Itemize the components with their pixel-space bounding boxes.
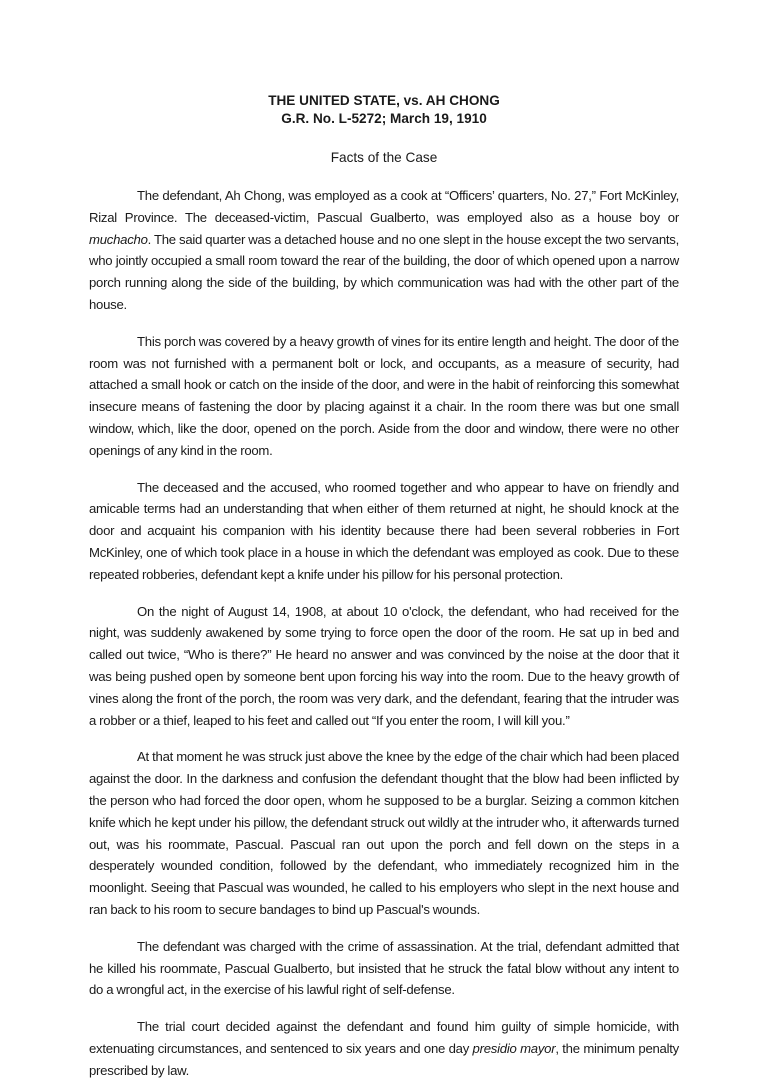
case-title: THE UNITED STATE, vs. AH CHONG [268,93,500,108]
paragraph-3: The deceased and the accused, who roomed together and who appear to have on friendly and amicable terms had an understanding that when either of them returned at night, he should knock at the door and acquaint his companion with his identity because there had been several robberies in Fort McKinley, one of which took place in a house in which the defendant was employed as cook. Due to these repeated robberies, defendant kept a knife under his pillow for his personal protection. [89,479,679,582]
case-citation: G.R. No. L-5272; March 19, 1910 [281,111,487,126]
section-heading: Facts of the Case [330,150,438,165]
paragraph-4: On the night of August 14, 1908, at about 10 o'clock, the defendant, who had received for the night, was suddenly awakened by some trying to force open the door of the room. He sat up in bed and called out twice, “Who is there?” He heard no answer and was convinced by the noise at the door that it was being pushed open by someone bent upon forcing his way into the room. Due to the heavy growth of vines along the front of the porch, the room was very dark, and the defendant, fearing that the intruder was a robber or a thief, leaped to his feet and called out “If you enter the room, I will kill you.” [89,603,679,728]
paragraph-6: The defendant was charged with the crime of assassination. At the trial, defendant admitted that he killed his roommate, Pascual Gualberto, but insisted that he struck the fatal blow without any intent to do a wrongful act, in the exercise of his lawful right of self-defense. [89,938,679,998]
paragraph-2: This porch was covered by a heavy growth of vines for its entire length and height. The door of the room was not furnished with a permanent bolt or lock, and occupants, as a measure of security, had attached a small hook or catch on the inside of the door, and were in the habit of reinforcing this somewhat insecure means of fastening the door by placing against it a chair. In the room there was but one small window, which, like the door, opened on the porch. Aside from the door and window, there were no other openings of any kind in the room. [89,333,679,458]
paragraph-7: The trial court decided against the defendant and found him guilty of simple homicide, with extenuating circumstances, and sentenced to six years and one day presidio mayor, the minimum penalty prescribed by law. [89,1019,680,1078]
paragraph-1: The defendant, Ah Chong, was employed as a cook at “Officers’ quarters, No. 27,” Fort McKinley, Rizal Province. The deceased-victim, Pascual Gualberto, was employed also as a house boy or muchacho. The said quarter was a detached house and no one slept in the house except the two servants, who jointly occupied a small room toward the rear of the building, the door of which opened upon a narrow porch running along the side of the building, by which communication was had with the other part of the house. [89,188,679,312]
paragraph-5: At that moment he was struck just above the knee by the edge of the chair which had been placed against the door. In the darkness and confusion the defendant thought that the blow had been inflicted by the person who had forced the door open, whom he supposed to be a burglar. Seizing a common kitchen knife which he kept under his pillow, the defendant struck out wildly at the intruder who, it afterwards turned out, was his roommate, Pascual. Pascual ran out upon the porch and fell down on the steps in a desperately wounded condition, followed by the defendant, who immediately recognized him in the moonlight. Seeing that Pascual was wounded, he called to his employers who slept in the next house and ran back to his room to secure bandages to bind up Pascual's wounds. [89,749,679,917]
